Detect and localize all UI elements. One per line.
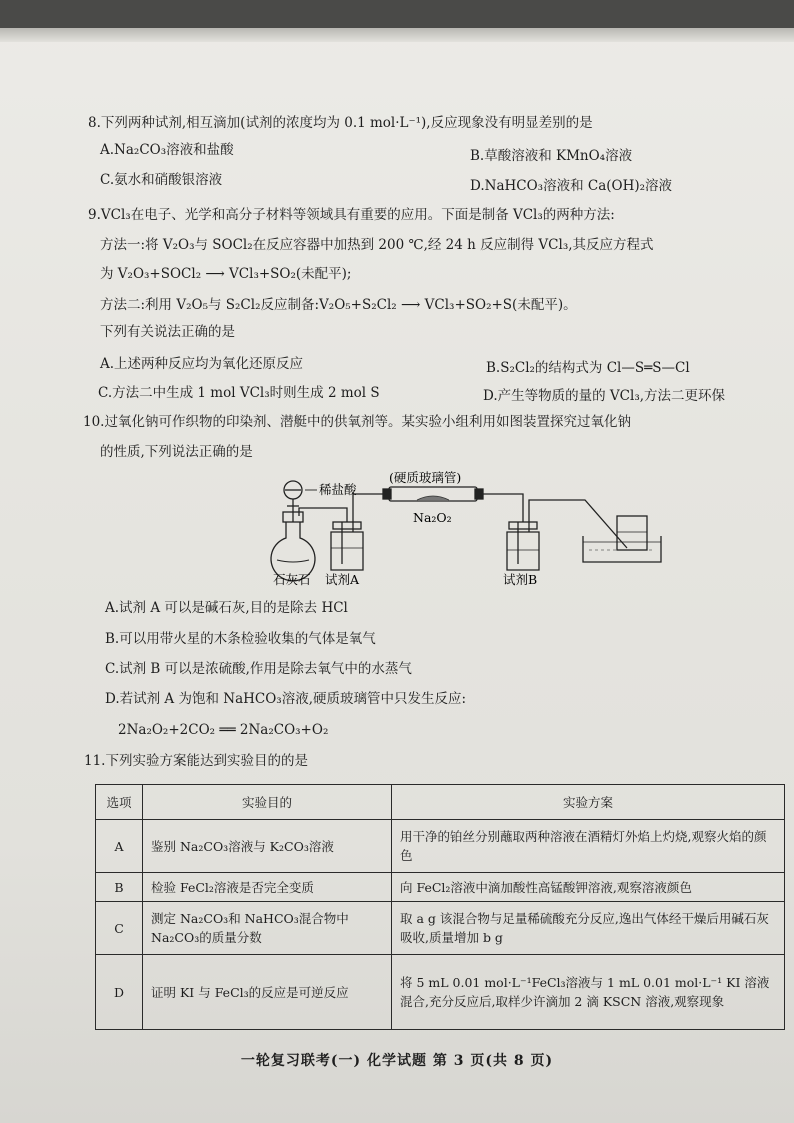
row-plan: 用干净的铂丝分别蘸取两种溶液在酒精灯外焰上灼烧,观察火焰的颜色 (392, 820, 785, 873)
q8-option-a: A.Na₂CO₃溶液和盐酸 (100, 142, 234, 158)
row-plan: 向 FeCl₂溶液中滴加酸性高锰酸钾溶液,观察溶液颜色 (392, 873, 785, 902)
row-purpose: 证明 KI 与 FeCl₃的反应是可逆反应 (143, 955, 392, 1030)
row-plan: 取 a g 该混合物与足量稀硫酸充分反应,逸出气体经干燥后用碱石灰吸收,质量增加 b g (392, 902, 785, 955)
table-row (96, 955, 785, 1030)
wash-bottle-b (507, 522, 539, 570)
row-purpose: 检验 FeCl₂溶液是否完全变质 (143, 873, 392, 902)
q10-stem-line2: 的性质,下列说法正确的是 (100, 444, 253, 460)
q9-method2: 方法二:利用 V₂O₅与 S₂Cl₂反应制备:V₂O₅+S₂Cl₂ ⟶ VCl₃+SO₂+S(未配平)。 (100, 297, 577, 313)
table-row (96, 820, 785, 873)
row-option: D (96, 955, 143, 1030)
q10-option-a: A.试剂 A 可以是碱石灰,目的是除去 HCl (105, 600, 348, 616)
row-purpose: 鉴别 Na₂CO₃溶液与 K₂CO₃溶液 (143, 820, 392, 873)
q9-stem: 9.VCl₃在电子、光学和高分子材料等领域具有重要的应用。下面是制备 VCl₃的两种方法: (88, 207, 615, 223)
page-footer: 一轮复习联考(一) 化学试题 第 3 页(共 8 页) (240, 1053, 554, 1069)
q9-ask: 下列有关说法正确的是 (100, 324, 235, 340)
header-option: 选项 (96, 785, 143, 820)
q8-option-c: C.氨水和硝酸银溶液 (100, 172, 223, 188)
q8-option-b: B.草酸溶液和 KMnO₄溶液 (470, 148, 633, 164)
scan-edge-shadow (0, 0, 794, 28)
q10-option-d: D.若试剂 A 为饱和 NaHCO₃溶液,硬质玻璃管中只发生反应: (105, 691, 467, 707)
q9-method1-line1: 方法一:将 V₂O₃与 SOCl₂在反应容器中加热到 200 ℃,经 24 h 反应制得 VCl₃,其反应方程式 (100, 237, 654, 253)
q11-stem: 11.下列实验方案能达到实验目的的是 (84, 753, 308, 769)
table-header-row (96, 785, 785, 820)
q8-option-d: D.NaHCO₃溶液和 Ca(OH)₂溶液 (470, 178, 673, 194)
q9-option-b: B.S₂Cl₂的结构式为 Cl—S═S—Cl (486, 360, 690, 376)
label-reagent-b: 试剂B (503, 572, 538, 587)
water-trough (583, 516, 661, 562)
q9-method1-line2: 为 V₂O₃+SOCl₂ ⟶ VCl₃+SO₂(未配平); (100, 266, 352, 282)
q10-option-c: C.试剂 B 可以是浓硫酸,作用是除去氧气中的水蒸气 (105, 661, 412, 677)
row-option: A (96, 820, 143, 873)
round-bottom-flask (271, 512, 315, 581)
label-reagent-a: 试剂A (325, 572, 360, 587)
table-row (96, 873, 785, 902)
row-plan: 将 5 mL 0.01 mol·L⁻¹FeCl₃溶液与 1 mL 0.01 mol·L⁻¹ KI 溶液混合,充分反应后,取样少许滴加 2 滴 KSCN 溶液,观察现象 (392, 955, 785, 1030)
q9-option-c: C.方法二中生成 1 mol VCl₃时则生成 2 mol S (98, 385, 380, 401)
wash-bottle-a (331, 522, 363, 570)
q11-table (95, 784, 785, 1030)
row-purpose: 测定 Na₂CO₃和 NaHCO₃混合物中 Na₂CO₃的质量分数 (143, 902, 392, 955)
q9-option-a: A.上述两种反应均为氧化还原反应 (100, 356, 304, 372)
q10-stem-line1: 10.过氧化钠可作织物的印染剂、潜艇中的供氧剂等。某实验小组利用如图装置探究过氧化钠 (83, 414, 631, 430)
q10-option-d-equation: 2Na₂O₂+2CO₂ ══ 2Na₂CO₃+O₂ (118, 722, 329, 738)
label-hard-glass-tube: (硬质玻璃管) (389, 470, 462, 485)
header-purpose: 实验目的 (143, 785, 392, 820)
q9-option-d: D.产生等物质的量的 VCl₃,方法二更环保 (483, 388, 726, 404)
label-dilute-hcl: 稀盐酸 (319, 482, 357, 497)
row-option: B (96, 873, 143, 902)
hard-glass-tube (383, 487, 483, 501)
label-na2o2: Na₂O₂ (413, 510, 452, 525)
row-option: C (96, 902, 143, 955)
q8-stem: 8.下列两种试剂,相互滴加(试剂的浓度均为 0.1 mol·L⁻¹),反应现象没有明显差别的是 (88, 115, 593, 131)
header-plan: 实验方案 (392, 785, 785, 820)
q10-option-b: B.可以用带火星的木条检验收集的气体是氧气 (105, 631, 376, 647)
table-row (96, 902, 785, 955)
label-limestone: 石灰石 (273, 572, 311, 587)
apparatus-diagram (225, 470, 670, 595)
scan-edge-gradient (0, 28, 794, 42)
